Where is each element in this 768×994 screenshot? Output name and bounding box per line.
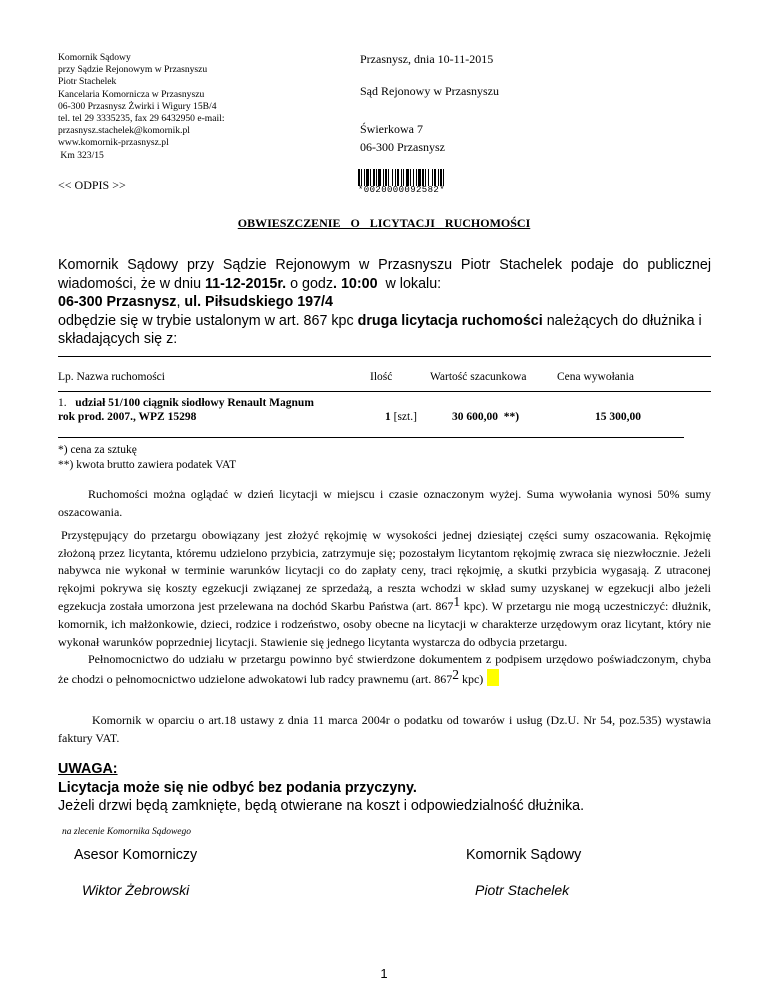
right-signatory-name: Piotr Stachelek: [475, 882, 570, 898]
barcode-bar: [418, 169, 421, 186]
barcode-bar: [403, 169, 404, 186]
footnotes: [58, 443, 236, 472]
sender-line: Piotr Stachelek: [58, 76, 117, 88]
header-lp-name: Lp. Nazwa ruchomości: [58, 371, 165, 383]
barcode-bar: [425, 169, 426, 186]
table-header-rule: [58, 391, 711, 392]
barcode-bar: [392, 169, 393, 186]
paragraph-deposit: [58, 527, 711, 688]
barcode-bar: [383, 169, 384, 186]
barcode-number: *0020000092582*: [358, 185, 446, 195]
row-price: 15 300,00: [595, 411, 641, 423]
on-behalf-note: na zlecenie Komornika Sądowego: [62, 827, 192, 837]
sender-line: 06-300 Przasnysz Żwirki i Wigury 15B/4: [58, 100, 217, 112]
intro-text: Komornik Sądowy przy Sądzie Rejonowym w Przasnyszu Piotr Stachelek podaje do publicznej wiadomości, że w dniu: [58, 257, 711, 292]
barcode-bar: [397, 169, 399, 186]
power-of-attorney-paragraph: [58, 651, 711, 688]
auction-address: [58, 293, 711, 312]
recipient-street: Świerkowa 7: [360, 122, 423, 136]
footnote: **) kwota brutto zawiera podatek VAT: [58, 458, 237, 471]
address-sep: ,: [176, 294, 185, 310]
barcode-bar: [413, 169, 414, 186]
copy-marker: << ODPIS >>: [58, 178, 126, 192]
barcode-bars: [358, 169, 476, 186]
intro-text: o godz: [286, 275, 334, 292]
auction-time: 10:00: [340, 275, 378, 292]
intro-paragraph: [58, 256, 711, 349]
deposit-paragraph: [58, 527, 711, 651]
notice-block: [58, 760, 738, 816]
recipient-city: 06-300 Przasnysz: [360, 140, 445, 154]
barcode-bar: [432, 169, 433, 186]
deposit-text-cont: kpc). W przetargu nie mogą uczestniczyć: dłużnik, komornik, ich małżonkowie, dzieci, rodzice i rodzeństwo, osoby obecne na licytacji w charakterze urzędowym oraz licytant, który nie wykonał warunków poprzedniej licytacji. Stawienie się jednego licytanta wystarcza do odbycia przetargu.: [58, 599, 711, 649]
address-city: 06-300 Przasnysz: [58, 294, 177, 310]
left-signatory-name: Wiktor Żebrowski: [82, 882, 190, 898]
notice-line: Licytacja może się nie odbyć bez podania przyczyny.: [58, 779, 417, 796]
intro-text: w lokalu:: [377, 275, 442, 292]
sender-line: przasnysz.stachelek@komornik.pl: [58, 125, 190, 137]
highlight-marker: [487, 669, 499, 686]
barcode-bar: [376, 169, 377, 186]
place-date: Przasnysz, dnia 10-11-2015: [360, 52, 494, 66]
row-unit: [szt.]: [390, 411, 417, 423]
recipient-name: Sąd Rejonowy w Przasnyszu: [360, 84, 499, 98]
row-name: udział 51/100 ciągnik siodłowy Renault Magnum: [75, 397, 314, 409]
deposit-text: Przystępujący do przetargu obowiązany jest złożyć rękojmię w wysokości jednej dziesiątej części sumy oszacowania. Rękojmię złożoną przez licytanta, któremu udzielono przybicia, zatrzymuje się; pozostałym licytantom rękojmię zwraca się niezwłocznie. Jeżeli nabywca nie wykonał w terminie warunków licytacji co do zapłaty ceny, traci rękojmię, a skutki przybicia wygasają. Z utraconej rękojmi pokrywa się koszty egzekucji związanej ze sprzedażą, a reszta wchodzi w skład sumy uzyskanej w egzekucji albo jeżeli egzekucja została umorzona jest przelewana na dochód Skarbu Państwa (art. 867: [58, 528, 711, 614]
sender-line: tel. tel 29 3335235, fax 29 6432950 e-mail:: [58, 113, 225, 125]
vat-text: Komornik w oparciu o art.18 ustawy z dnia 11 marca 2004r o podatku od towarów i usług (Dz.U. Nr 54, poz.535) wystawia faktury VAT.: [58, 713, 711, 745]
barcode-bar: [406, 169, 409, 186]
barcode-bar: [361, 169, 362, 186]
header-value: Wartość szacunkowa: [430, 371, 527, 383]
notice-heading: UWAGA:: [58, 761, 118, 777]
barcode-bar: [443, 169, 444, 186]
barcode-bar: [378, 169, 381, 186]
barcode-bar: [416, 169, 417, 186]
case-number: Km 323/15: [58, 149, 104, 161]
header-price: Cena wywołania: [557, 371, 634, 383]
intro-text: odbędzie się w trybie ustalonym w art. 867 kpc: [58, 312, 358, 329]
row-qty: 1: [385, 411, 391, 423]
document-title: OBWIESZCZENIE O LICYTACJI RUCHOMOŚCI: [237, 216, 531, 230]
table-bottom-rule: [58, 437, 684, 438]
barcode-bar: [401, 169, 402, 186]
intro-line: [58, 312, 711, 349]
auction-type: druga licytacja ruchomości: [357, 312, 543, 329]
table-row: [58, 397, 314, 409]
sender-line: przy Sądzie Rejonowym w Przasnyszu: [58, 64, 208, 76]
barcode-bar: [428, 169, 429, 186]
barcode-bar: [410, 169, 411, 186]
intro-line: [58, 256, 711, 293]
paragraph-vat: [58, 712, 711, 747]
barcode-bar: [388, 169, 389, 186]
table-top-rule: [58, 356, 711, 357]
auction-date: 11-12-2015r.: [205, 275, 287, 292]
article-superscript: 1: [453, 594, 461, 610]
barcode-bar: [434, 169, 436, 186]
row-qty-cell: [385, 411, 417, 423]
page-number: 1: [380, 966, 388, 981]
barcode-bar: [422, 169, 424, 186]
barcode: [358, 169, 476, 195]
address-street: ul. Piłsudskiego 197/4: [184, 294, 333, 310]
article-superscript: 2: [452, 666, 459, 682]
poa-text: Pełnomocnictwo do udziału w przetargu powinno być stwierdzone dokumentem z podpisem urzędowo poświadczonym, chyba że chodzi o pełnomocnictwo udzielone adwokatowi lub radcy prawnemu (art. 867: [58, 652, 711, 686]
right-signatory-title: Komornik Sądowy: [466, 847, 582, 863]
barcode-bar: [438, 169, 439, 186]
barcode-bar: [366, 169, 369, 186]
barcode-bar: [385, 169, 387, 186]
viewing-text: Ruchomości można oglądać w dzień licytacji w miejscu i czasie oznaczonym wyżej. Suma wywołania wynosi 50% sumy oszacowania.: [58, 487, 711, 519]
left-signatory-title: Asesor Komorniczy: [74, 847, 198, 863]
barcode-bar: [370, 169, 371, 186]
barcode-bar: [358, 169, 360, 186]
row-name-line2: rok prod. 2007., WPZ 15298: [58, 411, 197, 423]
barcode-bar: [373, 169, 375, 186]
row-lp: 1.: [58, 397, 67, 409]
barcode-bar: [364, 169, 365, 186]
time-prefix: .: [333, 275, 341, 292]
sender-line: Komornik Sądowy: [58, 52, 131, 63]
intro-text: należących do dłużnika i składających się z:: [58, 312, 702, 347]
barcode-bar: [440, 169, 442, 186]
sender-block: [58, 52, 225, 162]
sender-line: Kancelaria Komornicza w Przasnyszu: [58, 88, 205, 100]
barcode-bar: [395, 169, 396, 186]
header-qty: Ilość: [370, 371, 393, 383]
sender-line: www.komornik-przasnysz.pl: [58, 137, 169, 149]
row-value: 30 600,00 **): [452, 411, 520, 423]
notice-line: Jeżeli drzwi będą zamknięte, będą otwierane na koszt i odpowiedzialność dłużnika.: [58, 798, 585, 814]
footnote: *) cena za sztukę: [58, 444, 137, 456]
poa-text-end: kpc): [458, 671, 484, 686]
paragraph-viewing: [58, 486, 711, 521]
